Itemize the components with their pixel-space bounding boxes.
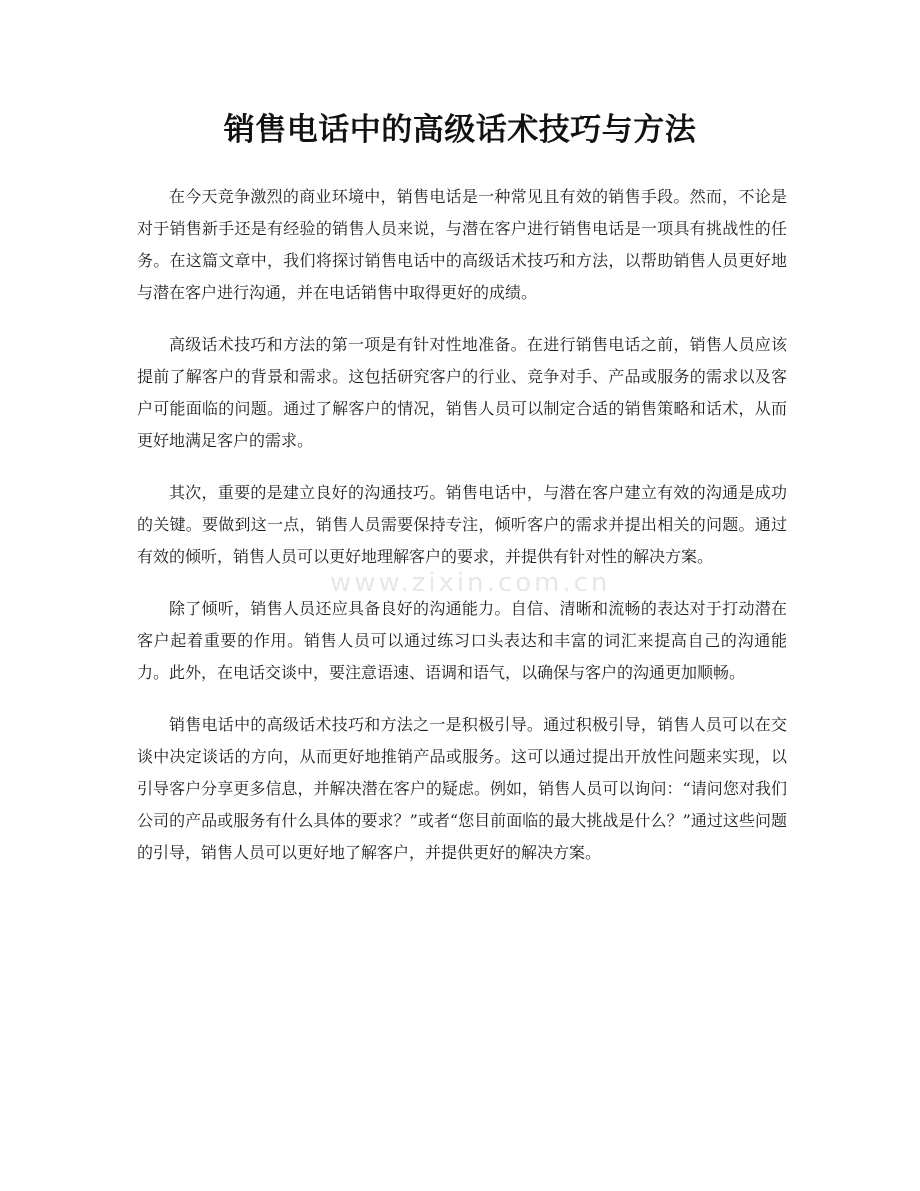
paragraph-2: 高级话术技巧和方法的第一项是有针对性地准备。在进行销售电话之前，销售人员应该提前了解客户的背景和需求。这包括研究客户的行业、竞争对手、产品或服务的需求以及客户可能面临的问题。通过了解客户的情况，销售人员可以制定合适的销售策略和话术，从而更好地满足客户的需求。 bbox=[137, 335, 787, 450]
paragraph-5: 销售电话中的高级话术技巧和方法之一是积极引导。通过积极引导，销售人员可以在交谈中决定谈话的方向，从而更好地推销产品或服务。这可以通过提出开放性问题来实现，以引导客户分享更多信息，并解决潜在客户的疑虑。例如，销售人员可以询问：“请问您对我们公司的产品或服务有什么具体的要求？”或者“您目前面临的最大挑战是什么？”通过这些问题的引导，销售人员可以更好地了解客户，并提供更好的解决方案。 bbox=[137, 715, 787, 862]
paragraph-1: 在今天竞争激烈的商业环境中，销售电话是一种常见且有效的销售手段。然而，不论是对于销售新手还是有经验的销售人员来说，与潜在客户进行销售电话是一项具有挑战性的任务。在这篇文章中，我们将探讨销售电话中的高级话术技巧和方法，以帮助销售人员更好地与潜在客户进行沟通，并在电话销售中取得更好的成绩。 bbox=[137, 187, 787, 302]
document-body bbox=[137, 181, 787, 889]
paragraph-3: 其次，重要的是建立良好的沟通技巧。销售电话中，与潜在客户建立有效的沟通是成功的关键。要做到这一点，销售人员需要保持专注，倾听客户的需求并提出相关的问题。通过有效的倾听，销售人员可以更好地理解客户的要求，并提供有针对性的解决方案。 bbox=[137, 483, 787, 566]
watermark: www.zixin.com.cn bbox=[330, 568, 611, 598]
paragraph-4: 除了倾听，销售人员还应具备良好的沟通能力。自信、清晰和流畅的表达对于打动潜在客户起着重要的作用。销售人员可以通过练习口头表达和丰富的词汇来提高自己的沟通能力。此外，在电话交谈中，要注意语速、语调和语气，以确保与客户的沟通更加顺畅。 bbox=[137, 599, 787, 682]
page-title: 销售电话中的高级话术技巧与方法 bbox=[223, 112, 697, 148]
